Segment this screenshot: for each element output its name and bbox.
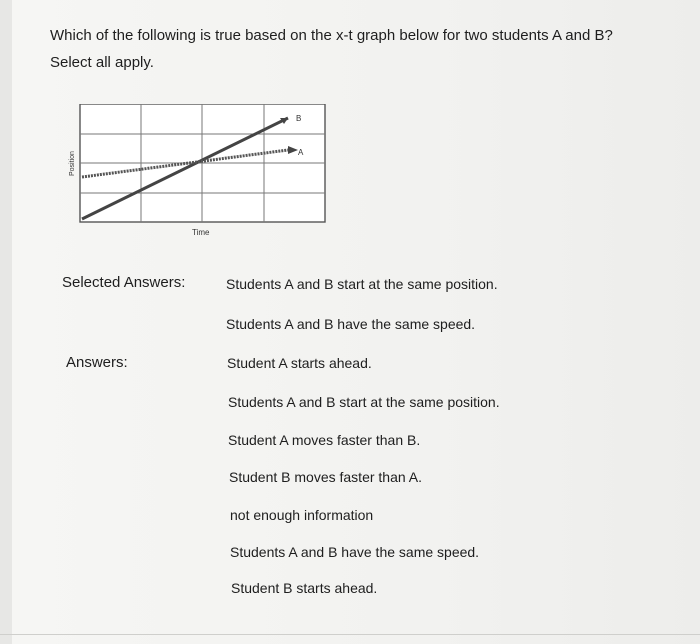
answer-option: not enough information [230,507,374,523]
line-b-label: B [296,114,302,123]
selected-answers-label: Selected Answers: [62,274,186,291]
x-axis-label: Time [192,228,210,237]
line-a-label: A [298,148,304,157]
y-axis-label: Position [69,151,76,176]
position-time-graph [60,104,330,240]
question-line: Which of the following is true based on the x-t graph below for two students A and B? [50,27,613,44]
question-text [50,22,680,76]
left-edge [0,0,12,644]
answer-option: Student A starts ahead. [227,355,372,371]
answer-option: Student A moves faster than B. [228,432,421,448]
selected-answer-item: Students A and B have the same speed. [226,316,476,332]
answer-option: Students A and B have the same speed. [230,544,480,560]
answers-label: Answers: [66,354,128,371]
instruction-line: Select all apply. [50,54,154,71]
divider [0,634,700,635]
selected-answer-item: Students A and B start at the same position. [226,276,498,292]
answer-option: Student B moves faster than A. [229,469,422,485]
answer-option: Student B starts ahead. [231,580,378,596]
answer-option: Students A and B start at the same position. [228,394,500,410]
